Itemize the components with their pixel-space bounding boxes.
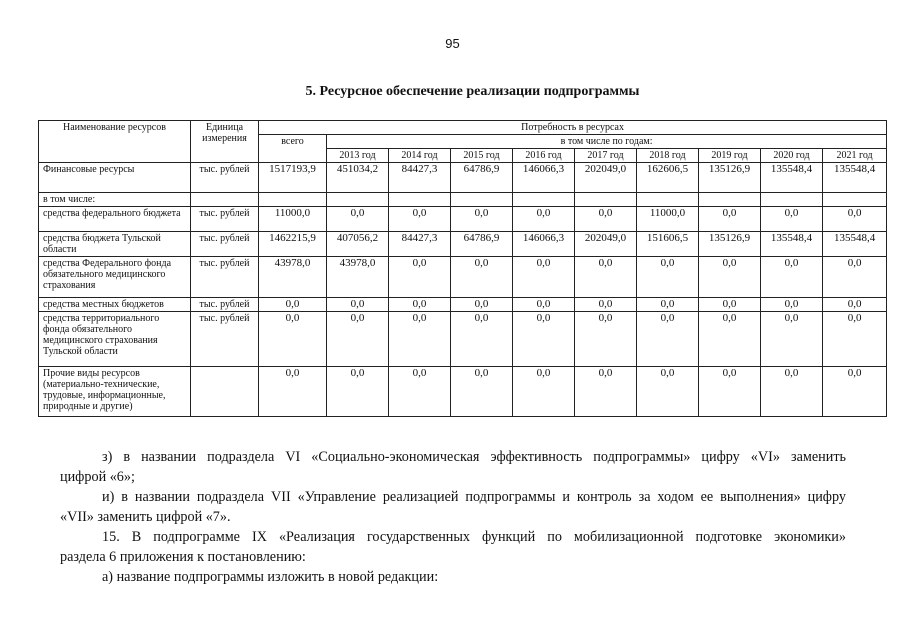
year-value-cell: 0,0 [637,298,699,312]
resource-name: Прочие виды ресурсов (материально-технические, трудовые, информационные, природные и другие) [39,367,191,417]
year-value-cell: 0,0 [327,298,389,312]
table-row [39,207,887,232]
year-value-cell [637,193,699,207]
year-value-cell: 0,0 [823,257,887,298]
year-value-cell: 0,0 [699,367,761,417]
unit-cell: тыс. рублей [191,312,259,367]
total-cell: 43978,0 [259,257,327,298]
year-value-cell: 0,0 [389,257,451,298]
year-value-cell: 0,0 [637,367,699,417]
total-cell: 0,0 [259,312,327,367]
year-header: 2017 год [575,149,637,163]
year-header: 2014 год [389,149,451,163]
year-value-cell: 0,0 [823,367,887,417]
year-header: 2018 год [637,149,699,163]
resource-name: в том числе: [39,193,191,207]
total-cell [259,193,327,207]
resource-name: Финансовые ресурсы [39,163,191,193]
year-value-cell: 135126,9 [699,163,761,193]
year-value-cell [327,193,389,207]
year-value-cell: 0,0 [513,207,575,232]
year-value-cell: 0,0 [699,298,761,312]
year-value-cell: 0,0 [389,298,451,312]
year-value-cell: 0,0 [575,257,637,298]
resource-name: средства Федерального фонда обязательного медицинского страхования [39,257,191,298]
year-value-cell: 0,0 [327,312,389,367]
year-value-cell: 202049,0 [575,163,637,193]
paragraph-z-line2: цифрой «6»; [60,469,135,485]
header-need: Потребность в ресурсах [259,121,887,135]
year-value-cell [823,193,887,207]
table-row [39,232,887,257]
resource-name: средства местных бюджетов [39,298,191,312]
year-value-cell: 0,0 [575,207,637,232]
year-value-cell [761,193,823,207]
table-row [39,312,887,367]
year-value-cell: 64786,9 [451,163,513,193]
year-value-cell: 0,0 [699,312,761,367]
table-row [39,193,887,207]
unit-cell: тыс. рублей [191,163,259,193]
year-value-cell: 64786,9 [451,232,513,257]
header-unit: Единица измерения [191,121,259,163]
total-cell: 0,0 [259,367,327,417]
year-value-cell [389,193,451,207]
year-value-cell: 84427,3 [389,232,451,257]
paragraph-15-line2: раздела 6 приложения к постановлению: [60,549,306,565]
year-value-cell: 0,0 [761,257,823,298]
year-value-cell: 135548,4 [761,232,823,257]
unit-cell: тыс. рублей [191,298,259,312]
year-value-cell: 0,0 [451,207,513,232]
year-value-cell: 0,0 [699,207,761,232]
year-value-cell: 0,0 [513,257,575,298]
year-value-cell: 0,0 [451,257,513,298]
resource-name: средства федерального бюджета [39,207,191,232]
year-header: 2019 год [699,149,761,163]
year-value-cell: 0,0 [637,312,699,367]
table-row [39,298,887,312]
table-row [39,367,887,417]
unit-cell: тыс. рублей [191,207,259,232]
year-value-cell: 151606,5 [637,232,699,257]
year-value-cell: 0,0 [761,207,823,232]
year-value-cell [513,193,575,207]
unit-cell [191,367,259,417]
year-value-cell: 0,0 [575,312,637,367]
year-value-cell: 0,0 [451,312,513,367]
year-value-cell: 0,0 [761,298,823,312]
year-header: 2015 год [451,149,513,163]
year-value-cell: 43978,0 [327,257,389,298]
total-cell: 1462215,9 [259,232,327,257]
header-total: всего [259,135,327,163]
year-value-cell: 0,0 [823,207,887,232]
resource-table [38,120,887,417]
year-value-cell: 0,0 [761,312,823,367]
resource-name: средства территориального фонда обязательного медицинского страхования Тульской области [39,312,191,367]
section-title: 5. Ресурсное обеспечение реализации подпрограммы [305,84,640,99]
year-value-cell: 0,0 [451,298,513,312]
paragraph-15-line1: 15. В подпрограмме IX «Реализация государственных функций по мобилизационной подготовке экономики» [102,529,846,545]
year-value-cell: 0,0 [389,312,451,367]
year-value-cell: 0,0 [389,207,451,232]
year-value-cell: 0,0 [513,312,575,367]
year-value-cell: 0,0 [327,207,389,232]
page-number: 95 [445,36,460,51]
year-value-cell: 202049,0 [575,232,637,257]
year-value-cell: 84427,3 [389,163,451,193]
year-value-cell: 135126,9 [699,232,761,257]
header-by-years: в том числе по годам: [327,135,887,149]
resource-name: средства бюджета Тульской области [39,232,191,257]
total-cell: 0,0 [259,298,327,312]
unit-cell: тыс. рублей [191,257,259,298]
year-value-cell: 0,0 [575,298,637,312]
year-value-cell: 0,0 [327,367,389,417]
year-value-cell: 407056,2 [327,232,389,257]
year-value-cell: 0,0 [513,298,575,312]
year-value-cell: 451034,2 [327,163,389,193]
paragraph-i-line2: «VII» заменить цифрой «7». [60,509,231,525]
year-value-cell: 0,0 [761,367,823,417]
year-value-cell: 0,0 [699,257,761,298]
year-value-cell: 146066,3 [513,232,575,257]
table-row [39,163,887,193]
year-value-cell [699,193,761,207]
unit-cell [191,193,259,207]
year-value-cell: 135548,4 [823,232,887,257]
total-cell: 1517193,9 [259,163,327,193]
year-value-cell: 0,0 [823,312,887,367]
year-value-cell: 0,0 [389,367,451,417]
unit-cell: тыс. рублей [191,232,259,257]
year-header: 2013 год [327,149,389,163]
year-value-cell: 0,0 [823,298,887,312]
year-value-cell: 0,0 [637,257,699,298]
table-row [39,257,887,298]
paragraph-z-line1: з) в названии подраздела VI «Социально-экономическая эффективность подпрограммы» цифру «VI» заменить [102,449,846,465]
year-header: 2021 год [823,149,887,163]
year-value-cell: 146066,3 [513,163,575,193]
year-value-cell: 0,0 [575,367,637,417]
year-value-cell: 0,0 [451,367,513,417]
year-value-cell: 135548,4 [823,163,887,193]
header-name: Наименование ресурсов [39,121,191,163]
year-value-cell [575,193,637,207]
year-value-cell: 11000,0 [637,207,699,232]
year-value-cell [451,193,513,207]
paragraph-i-line1: и) в названии подраздела VII «Управление реализацией подпрограммы и контроль за ходом ее выполнения» цифру [102,489,846,505]
year-value-cell: 0,0 [513,367,575,417]
year-value-cell: 135548,4 [761,163,823,193]
total-cell: 11000,0 [259,207,327,232]
year-header: 2016 год [513,149,575,163]
year-value-cell: 162606,5 [637,163,699,193]
paragraph-a-line1: а) название подпрограммы изложить в новой редакции: [102,569,439,585]
year-header: 2020 год [761,149,823,163]
